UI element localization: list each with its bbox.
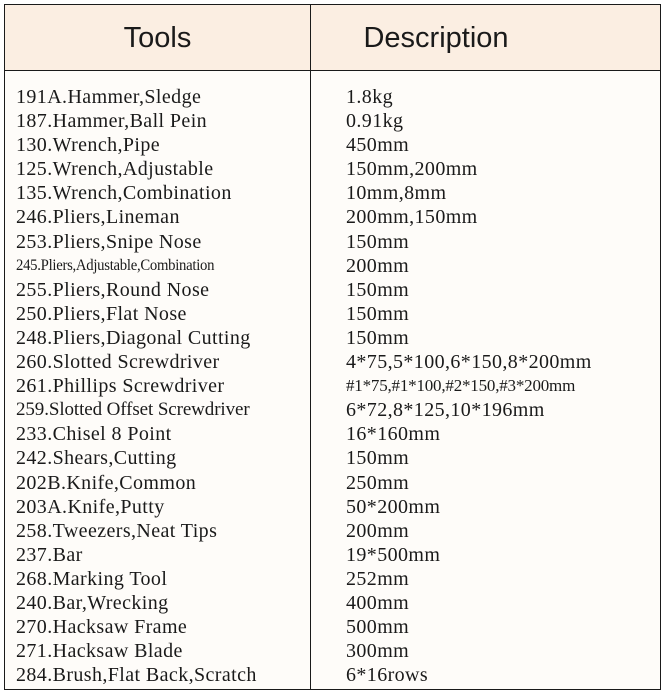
tool-cell: 260.Slotted Screwdriver (16, 351, 220, 374)
tool-cell: 253.Pliers,Snipe Nose (16, 230, 202, 253)
table-row (5, 374, 660, 398)
tool-cell: 259.Slotted Offset Screwdriver (16, 399, 250, 421)
tool-cell: 130.Wrench,Pipe (16, 134, 161, 157)
tool-cell: 237.Bar (16, 543, 83, 566)
header-description: Description (363, 22, 509, 54)
description-cell: 400mm (346, 591, 410, 614)
table-row (5, 446, 660, 470)
table-row (5, 230, 660, 254)
table-row (5, 471, 660, 495)
description-cell: 150mm (346, 230, 410, 253)
table-row (5, 422, 660, 446)
description-cell: 150mm (346, 278, 410, 301)
table-row (5, 181, 660, 205)
description-cell: 200mm,150mm (346, 206, 478, 229)
table-row (5, 398, 660, 422)
tool-cell: 245.Pliers,Adjustable,Combination (16, 256, 215, 274)
table-row (5, 326, 660, 350)
tool-cell: 248.Pliers,Diagonal Cutting (16, 326, 251, 349)
table-row (5, 254, 660, 278)
description-cell: 252mm (346, 567, 410, 590)
table-row (5, 495, 660, 519)
table-row (5, 639, 660, 663)
tool-cell: 187.Hammer,Ball Pein (16, 110, 208, 133)
table-row (5, 663, 660, 687)
tool-cell: 255.Pliers,Round Nose (16, 278, 210, 301)
description-cell: 500mm (346, 616, 410, 639)
tool-cell: 261.Phillips Screwdriver (16, 375, 225, 398)
table-row (5, 591, 660, 615)
tool-cell: 202B.Knife,Common (16, 471, 197, 494)
tool-cell: 240.Bar,Wrecking (16, 591, 169, 614)
tool-cell: 125.Wrench,Adjustable (16, 158, 214, 181)
tool-cell: 246.Pliers,Lineman (16, 206, 180, 229)
description-cell: 6*16rows (346, 664, 429, 687)
description-cell: 10mm,8mm (346, 182, 447, 205)
table-row (5, 278, 660, 302)
description-cell: 150mm,200mm (346, 158, 478, 181)
table-row (5, 205, 660, 229)
description-cell: 16*160mm (346, 423, 441, 446)
description-cell: 450mm (346, 134, 410, 157)
description-cell: 150mm (346, 326, 410, 349)
description-cell: 200mm (346, 254, 410, 277)
table-row (5, 133, 660, 157)
tool-cell: 268.Marking Tool (16, 567, 168, 590)
table-row (5, 109, 660, 133)
description-cell: 19*500mm (346, 543, 441, 566)
table-row (5, 543, 660, 567)
tool-cell: 242.Shears,Cutting (16, 447, 177, 470)
tool-cell: 191A.Hammer,Sledge (16, 86, 202, 108)
description-cell: 4*75,5*100,6*150,8*200mm (346, 351, 592, 374)
tool-cell: 135.Wrench,Combination (16, 182, 232, 205)
tool-cell: 250.Pliers,Flat Nose (16, 302, 187, 325)
table-body (5, 85, 660, 687)
description-cell: 1.8kg (346, 86, 393, 108)
tool-cell: 270.Hacksaw Frame (16, 616, 188, 639)
description-cell: 250mm (346, 471, 410, 494)
table-row (5, 85, 660, 109)
tool-cell: 203A.Knife,Putty (16, 495, 165, 518)
header-tools: Tools (123, 22, 192, 54)
description-cell: 0.91kg (346, 110, 404, 133)
table-row (5, 302, 660, 326)
table-row (5, 615, 660, 639)
table-row (5, 350, 660, 374)
description-cell: #1*75,#1*100,#2*150,#3*200mm (346, 376, 576, 396)
description-cell: 50*200mm (346, 495, 441, 518)
table-row (5, 157, 660, 181)
tool-cell: 271.Hacksaw Blade (16, 640, 183, 663)
table-row (5, 567, 660, 591)
tool-cell: 284.Brush,Flat Back,Scratch (16, 664, 257, 687)
tool-cell: 258.Tweezers,Neat Tips (16, 519, 218, 542)
description-cell: 200mm (346, 519, 410, 542)
tools-table (4, 4, 661, 690)
description-cell: 300mm (346, 640, 410, 663)
table-row (5, 519, 660, 543)
tool-cell: 233.Chisel 8 Point (16, 423, 172, 446)
description-cell: 6*72,8*125,10*196mm (346, 399, 545, 422)
description-cell: 150mm (346, 447, 410, 470)
description-cell: 150mm (346, 302, 410, 325)
table-header (5, 5, 660, 71)
